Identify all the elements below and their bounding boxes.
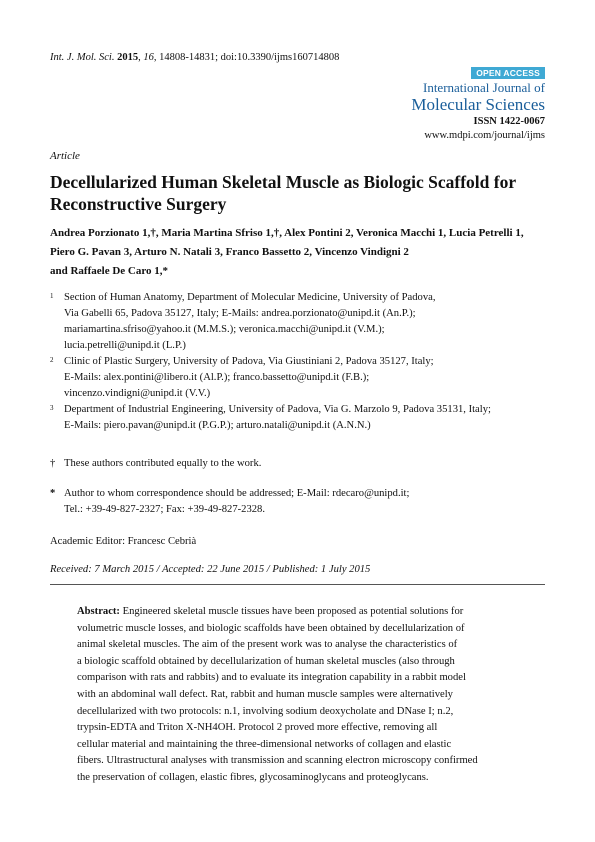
- open-access-badge: OPEN ACCESS: [471, 67, 545, 79]
- citation-volume: 16: [143, 52, 154, 63]
- affiliation-line: lucia.petrelli@unipd.it (L.P.): [64, 340, 186, 351]
- corresponding-line-2: Tel.: +39-49-827-2327; Fax: +39-49-827-2328.: [64, 504, 265, 515]
- corresponding-line-1: Author to whom correspondence should be addressed; E-Mail: rdecaro@unipd.it;: [64, 488, 410, 499]
- abstract-line: a biologic scaffold obtained by decellularization of human skeletal muscles (also through: [77, 655, 455, 667]
- affiliation-line: E-Mails: alex.pontini@libero.it (Al.P.); franco.bassetto@unipd.it (F.B.);: [64, 372, 370, 383]
- dagger-symbol: †: [50, 458, 56, 469]
- abstract-line: trypsin-EDTA and Triton X-NH4OH. Protocol 2 proved more effective, removing all: [77, 722, 438, 734]
- affiliation-3: [50, 402, 550, 434]
- abstract-line: decellularized with two protocols: n.1, involving sodium deoxycholate and DNase I; n.2,: [77, 705, 454, 717]
- authors-line-2: Piero G. Pavan 3, Arturo N. Natali 3, Franco Bassetto 2, Vincenzo Vindigni 2: [50, 246, 409, 258]
- corresponding-author-note: [50, 486, 540, 520]
- corresponding-author-text: [64, 486, 544, 518]
- affiliation-2: [50, 354, 550, 402]
- affiliation-line: E-Mails: piero.pavan@unipd.it (P.G.P.); arturo.natali@unipd.it (A.N.N.): [64, 420, 371, 431]
- authors-line-3: and Raffaele De Caro 1,*: [50, 265, 169, 277]
- abstract-line: fibers. Ultrastructural analyses with transmission and scanning electron microscopy confirmed: [77, 755, 478, 767]
- affiliation-line: vincenzo.vindigni@unipd.it (V.V.): [64, 388, 211, 399]
- article-type: Article: [50, 150, 80, 162]
- equal-contribution-text: These authors contributed equally to the work.: [64, 458, 262, 469]
- abstract: [77, 604, 545, 787]
- abstract-first-line: [77, 604, 545, 621]
- affiliation-number: 1: [50, 292, 54, 300]
- title-line-2: Reconstructive Surgery: [50, 194, 227, 214]
- abstract-label: Abstract:: [77, 606, 120, 617]
- issn: ISSN 1422-0067: [473, 116, 545, 127]
- affiliation-line: Clinic of Plastic Surgery, University of Padova, Via Giustiniani 2, Padova 35127, Italy;: [64, 356, 434, 367]
- affiliation-line: Via Gabelli 65, Padova 35127, Italy; E-Mails: andrea.porzionato@unipd.it (An.P.);: [64, 308, 416, 319]
- journal-abbrev: Int. J. Mol. Sci.: [50, 52, 115, 63]
- affiliation-number: 2: [50, 356, 54, 364]
- abstract-line: the preservation of collagen, elastic fibres, glycosaminoglycans and proteoglycans.: [77, 771, 429, 783]
- abstract-line: Engineered skeletal muscle tissues have been proposed as potential solutions for: [119, 606, 464, 617]
- author-list: [50, 224, 555, 281]
- abstract-line: cellular material and maintaining the three-dimensional networks of collagen and elastic: [77, 738, 452, 750]
- citation-line: Int. J. Mol. Sci. 2015, 16, 14808-14831; doi:10.3390/ijms160714808: [50, 52, 340, 63]
- affiliation-line: Department of Industrial Engineering, University of Padova, Via G. Marzolo 9, Padova 35131, Italy;: [64, 404, 491, 415]
- journal-name-line1: International Journal of: [422, 80, 545, 95]
- asterisk-symbol: *: [50, 488, 56, 499]
- affiliation-number: 3: [50, 404, 54, 412]
- citation-year: 2015: [117, 52, 139, 63]
- affiliation-1: [50, 290, 550, 354]
- authors-line-1: Andrea Porzionato 1,†, Maria Martina Sfriso 1,†, Alex Pontini 2, Veronica Macchi 1, Lucia Petrelli 1,: [50, 227, 524, 239]
- divider-rule: [50, 584, 545, 585]
- academic-editor: Academic Editor: Francesc Cebrià: [50, 536, 197, 547]
- journal-name-line2: Molecular Sciences: [411, 95, 545, 114]
- publication-dates: Received: 7 March 2015 / Accepted: 22 June 2015 / Published: 1 July 2015: [50, 564, 371, 575]
- citation-pages-doi: , 14808-14831; doi:10.3390/ijms160714808: [153, 52, 340, 63]
- abstract-line: volumetric muscle losses, and biologic scaffolds have been obtained by decellularization of: [77, 622, 465, 634]
- abstract-line: with an abdominal wall defect. Rat, rabbit and human muscle samples were alternatively: [77, 688, 453, 700]
- title-line-1: Decellularized Human Skeletal Muscle as Biologic Scaffold for: [50, 172, 517, 192]
- affiliations: [50, 290, 550, 434]
- abstract-line: animal skeletal muscles. The aim of the present work was to analyse the characteristics of: [77, 639, 458, 651]
- abstract-line: comparison with rats and rabbits) and to evaluate its integration capability in a rabbit model: [77, 672, 466, 684]
- paper-title: [50, 171, 550, 215]
- affiliation-line: Section of Human Anatomy, Department of Molecular Medicine, University of Padova,: [64, 292, 436, 303]
- affiliation-line: mariamartina.sfriso@yahoo.it (M.M.S.); veronica.macchi@unipd.it (V.M.);: [64, 324, 385, 335]
- journal-website[interactable]: www.mdpi.com/journal/ijms: [424, 130, 545, 141]
